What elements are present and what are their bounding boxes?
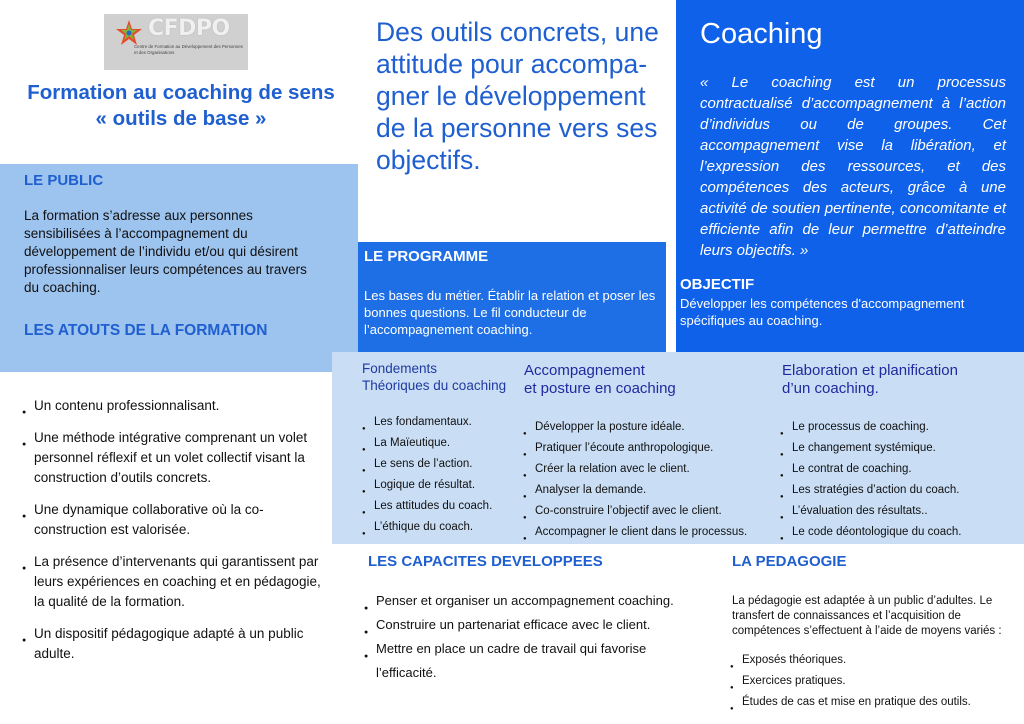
list-item: ● Le contrat de coaching. bbox=[780, 459, 1018, 480]
list-item: ● Exposés théoriques. bbox=[730, 650, 1018, 671]
objectif-text: Développer les compétences d'accompagnement spécifiques au coaching. bbox=[680, 296, 965, 328]
logo-text: CFDPO bbox=[148, 16, 230, 41]
main-title-line2: « outils de base » bbox=[95, 107, 267, 130]
headline: Des outils concrets, une attitude pour accompa-gner le développement de la personne vers ses objectifs. bbox=[376, 17, 659, 175]
list-item: ● Développer la posture idéale. bbox=[523, 417, 775, 438]
atouts-item: ● Un contenu professionnalisant. bbox=[22, 396, 322, 416]
list-item: ● Le processus de coaching. bbox=[780, 417, 1018, 438]
capacites-title: LES CAPACITES DEVELOPPEES bbox=[368, 553, 603, 570]
list-item: ● Co-construire l’objectif avec le client. bbox=[523, 501, 775, 522]
list-item: ● L’éthique du coach. bbox=[362, 517, 520, 538]
list-item: ● Le changement systémique. bbox=[780, 438, 1018, 459]
pedagogie-title: LA PEDAGOGIE bbox=[732, 553, 847, 570]
pedagogie-text: La pédagogie est adaptée à un public d’adultes. Le transfert de connaissances et l’acquisition de compétences s’effectuent à l’aide de moyens variés : bbox=[732, 595, 1002, 637]
atouts-list bbox=[22, 396, 322, 676]
atouts-item: ● La présence d’intervenants qui garantissent par leurs expériences en coaching et en pédagogie, la qualité de la formation. bbox=[22, 552, 322, 612]
list-item: ● La Maïeutique. bbox=[362, 433, 520, 454]
list-item: ● Le code déontologique du coach. bbox=[780, 522, 1018, 543]
cfdpo-logo bbox=[104, 14, 248, 70]
atouts-item: ● Une méthode intégrative comprenant un volet personnel réflexif et un volet collectif visant la construction d’outils concrets. bbox=[22, 428, 322, 488]
list-item: ● Accompagner le client dans le processus. bbox=[523, 522, 775, 543]
objectif-title: OBJECTIF bbox=[680, 276, 755, 293]
atouts-item: ● Une dynamique collaborative où la co-construction est valorisée. bbox=[22, 500, 322, 540]
list-item: ● Analyser la demande. bbox=[523, 480, 775, 501]
list-item: ● Le sens de l’action. bbox=[362, 454, 520, 475]
column-fondements-list bbox=[362, 412, 520, 538]
list-item: ● Les stratégies d’action du coach. bbox=[780, 480, 1018, 501]
atouts-title: LES ATOUTS DE LA FORMATION bbox=[24, 322, 268, 339]
atouts-item: ● Un dispositif pédagogique adapté à un public adulte. bbox=[22, 624, 322, 664]
column-accompagnement-title: Accompagnement et posture en coaching bbox=[524, 362, 676, 397]
programme-title: LE PROGRAMME bbox=[364, 248, 489, 265]
coaching-title: Coaching bbox=[700, 18, 823, 50]
list-item: ● Les fondamentaux. bbox=[362, 412, 520, 433]
programme-text: Les bases du métier. Établir la relation et poser les bonnes questions. Le fil conducteur de l’accompagnement coaching. bbox=[364, 288, 656, 337]
panel-divider bbox=[675, 0, 676, 352]
list-item: ● Pratiquer l’écoute anthropologique. bbox=[523, 438, 775, 459]
column-elaboration-title: Elaboration et planification d’un coaching. bbox=[782, 362, 958, 397]
main-title-line1: Formation au coaching de sens bbox=[27, 81, 335, 104]
pedagogie-list bbox=[730, 650, 1018, 713]
coaching-quote: « Le coaching est un processus contractualisé d’accompagnement à l’action d’individus ou de groupes. Cet accompagnement vise la libération, et l’expression des ressources, et des compétences des acteurs, grâce à une activité de soutien pertinente, concomitante et efficiente afin de leur permettre d’atteindre leurs objectifs. » bbox=[700, 74, 1006, 259]
column-fondements-title: Fondements Théoriques du coaching bbox=[362, 361, 507, 393]
list-item: ● Logique de résultat. bbox=[362, 475, 520, 496]
list-item: ● L’évaluation des résultats.. bbox=[780, 501, 1018, 522]
logo-subtitle: Centre de Formation au Développement des Personnes et des Organisations bbox=[134, 44, 243, 55]
list-item: ● Construire un partenariat efficace avec le client. bbox=[364, 613, 694, 637]
list-item: ● Exercices pratiques. bbox=[730, 671, 1018, 692]
public-text: La formation s’adresse aux personnes sensibilisées à l’accompagnement du développement de l’individu et/ou qui désirent professionnaliser leurs compétences au travers du coaching. bbox=[24, 208, 307, 295]
list-item: ● Les attitudes du coach. bbox=[362, 496, 520, 517]
list-item: ● Études de cas et mise en pratique des outils. bbox=[730, 692, 1018, 713]
list-item: ● Penser et organiser un accompagnement coaching. bbox=[364, 589, 694, 613]
list-item: ● Créer la relation avec le client. bbox=[523, 459, 775, 480]
list-item: ● Mettre en place un cadre de travail qui favorise l’efficacité. bbox=[364, 637, 694, 685]
main-title bbox=[0, 80, 362, 132]
column-accompagnement-list bbox=[523, 417, 775, 543]
column-elaboration-list bbox=[780, 417, 1018, 543]
public-title: LE PUBLIC bbox=[24, 172, 104, 189]
capacites-list bbox=[364, 589, 694, 685]
